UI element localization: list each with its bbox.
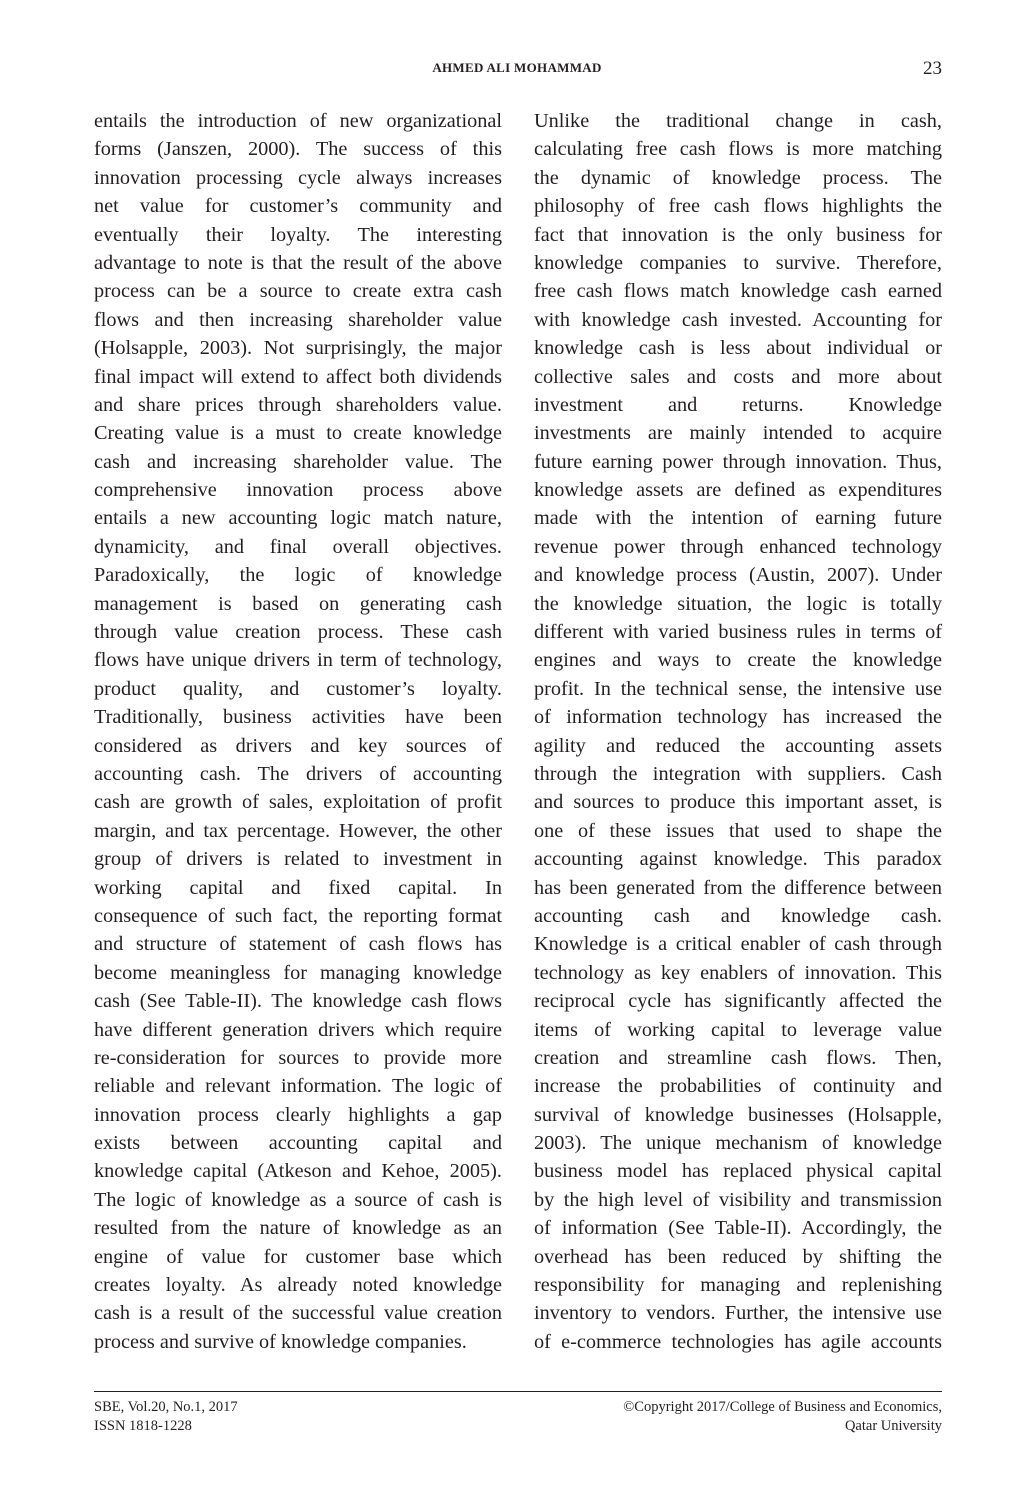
text-line: revenue power through enhanced technology	[534, 535, 942, 558]
text-line: reciprocal cycle has significantly affected the	[534, 990, 942, 1013]
text-line: process can be a source to create extra cash	[94, 280, 502, 303]
text-line: accounting against knowledge. This paradox	[534, 848, 942, 871]
right-text-column	[534, 107, 942, 1356]
text-line: different with varied business rules in terms of	[534, 621, 942, 644]
text-line: creation and streamline cash flows. Then,	[534, 1046, 942, 1069]
text-line: Traditionally, business activities have been	[94, 706, 502, 729]
text-line: innovation process clearly highlights a gap	[94, 1103, 502, 1126]
text-line: profit. In the technical sense, the intensive use	[534, 677, 942, 700]
footer-copyright: ©Copyright 2017/College of Business and Economics,	[623, 1399, 942, 1415]
text-line: responsibility for managing and replenishing	[534, 1274, 942, 1297]
text-line: and structure of statement of cash flows has	[94, 933, 502, 956]
text-line: made with the intention of earning future	[534, 507, 942, 530]
text-line: process and survive of knowledge companies.	[94, 1330, 467, 1353]
text-line: Knowledge is a critical enabler of cash through	[534, 933, 942, 956]
text-line: cash and increasing shareholder value. The	[94, 450, 502, 473]
footer-journal-info	[94, 1398, 238, 1436]
text-line: Paradoxically, the logic of knowledge	[94, 564, 502, 587]
text-line: exists between accounting capital and	[94, 1132, 502, 1155]
text-line: group of drivers is related to investment in	[94, 848, 502, 871]
text-line: the dynamic of knowledge process. The	[534, 166, 942, 189]
text-line: considered as drivers and key sources of	[94, 734, 502, 757]
footer-university: Qatar University	[844, 1418, 942, 1434]
text-line: reliable and relevant information. The logic of	[94, 1075, 502, 1098]
text-line: through the integration with suppliers. Cash	[534, 762, 942, 785]
text-line: future earning power through innovation. Thus,	[534, 450, 942, 473]
text-line: product quality, and customer’s loyalty.	[94, 677, 502, 700]
text-line: management is based on generating cash	[94, 592, 502, 615]
text-line: business model has replaced physical capital	[534, 1160, 942, 1183]
text-line: cash is a result of the successful value creation	[94, 1302, 502, 1325]
text-line: flows and then increasing shareholder value	[94, 308, 502, 331]
text-line: cash (See Table-II). The knowledge cash flows	[94, 990, 502, 1013]
text-line: technology as key enablers of innovation. This	[534, 961, 942, 984]
text-line: Unlike the traditional change in cash,	[534, 110, 942, 132]
text-line: working capital and fixed capital. In	[94, 876, 502, 899]
text-line: free cash flows match knowledge cash earned	[534, 280, 942, 303]
text-line: accounting cash and knowledge cash.	[534, 904, 942, 927]
text-line: creates loyalty. As already noted knowledge	[94, 1274, 502, 1297]
text-line: engines and ways to create the knowledge	[534, 649, 942, 672]
page-number: 23	[923, 58, 942, 79]
text-line: of information (See Table-II). Accordingly, the	[534, 1217, 942, 1240]
text-line: knowledge cash is less about individual or	[534, 337, 942, 360]
text-line: Creating value is a must to create knowledge	[94, 422, 502, 445]
text-line: the knowledge situation, the logic is totally	[534, 592, 942, 615]
text-line: knowledge companies to survive. Therefore,	[534, 251, 942, 274]
text-line: dynamicity, and final overall objectives.	[94, 535, 502, 558]
text-line: by the high level of visibility and transmission	[534, 1188, 942, 1211]
text-line: knowledge assets are defined as expenditures	[534, 479, 942, 502]
text-line: inventory to vendors. Further, the intensive use	[534, 1302, 942, 1325]
text-line: with knowledge cash invested. Accounting for	[534, 308, 942, 331]
footer-divider	[94, 1391, 942, 1392]
text-line: survival of knowledge businesses (Holsapple,	[534, 1103, 942, 1126]
text-line: re-consideration for sources to provide more	[94, 1046, 502, 1069]
text-line: final impact will extend to affect both dividends	[94, 365, 502, 388]
text-line: comprehensive innovation process above	[94, 479, 502, 502]
footer-copyright-info	[542, 1398, 942, 1436]
text-line: resulted from the nature of knowledge as an	[94, 1217, 502, 1240]
text-line: net value for customer’s community and	[94, 195, 502, 218]
text-line: and share prices through shareholders value.	[94, 393, 502, 416]
text-line: accounting cash. The drivers of accounting	[94, 762, 502, 785]
text-line: through value creation process. These cash	[94, 621, 502, 644]
text-line: cash are growth of sales, exploitation of profit	[94, 791, 502, 814]
text-line: 2003). The unique mechanism of knowledge	[534, 1132, 942, 1155]
text-line: engine of value for customer base which	[94, 1245, 502, 1268]
text-line: innovation processing cycle always increases	[94, 166, 502, 189]
text-line: flows have unique drivers in term of technology,	[94, 649, 502, 672]
text-line: philosophy of free cash flows highlights the	[534, 195, 942, 218]
text-line: advantage to note is that the result of the above	[94, 251, 502, 274]
footer-issn: ISSN 1818-1228	[94, 1418, 192, 1434]
text-line: has been generated from the difference between	[534, 876, 942, 899]
text-line: entails the introduction of new organizational	[94, 110, 502, 132]
text-line: eventually their loyalty. The interesting	[94, 223, 502, 246]
text-line: and knowledge process (Austin, 2007). Under	[534, 564, 942, 587]
text-line: fact that innovation is the only business for	[534, 223, 942, 246]
text-line: become meaningless for managing knowledge	[94, 961, 502, 984]
text-line: of e-commerce technologies has agile accounts	[534, 1330, 942, 1353]
text-line: (Holsapple, 2003). Not surprisingly, the major	[94, 337, 502, 360]
text-line: one of these issues that used to shape the	[534, 819, 942, 842]
text-line: margin, and tax percentage. However, the other	[94, 819, 502, 842]
text-line: investments are mainly intended to acquire	[534, 422, 942, 445]
text-line: calculating free cash flows is more matching	[534, 138, 942, 161]
text-line: overhead has been reduced by shifting the	[534, 1245, 942, 1268]
text-line: entails a new accounting logic match nature,	[94, 507, 502, 530]
running-head: AHMED ALI MOHAMMAD	[432, 60, 602, 75]
text-line: knowledge capital (Atkeson and Kehoe, 2005).	[94, 1160, 502, 1183]
text-line: The logic of knowledge as a source of cash is	[94, 1188, 502, 1211]
text-line: of information technology has increased the	[534, 706, 942, 729]
footer-journal-volume: SBE, Vol.20, No.1, 2017	[94, 1399, 238, 1415]
text-line: agility and reduced the accounting assets	[534, 734, 942, 757]
left-text-column	[94, 107, 502, 1356]
text-line: consequence of such fact, the reporting format	[94, 904, 502, 927]
text-line: increase the probabilities of continuity and	[534, 1075, 942, 1098]
text-line: and sources to produce this important asset, is	[534, 791, 942, 814]
text-line: collective sales and costs and more about	[534, 365, 942, 388]
text-line: investment and returns. Knowledge	[534, 393, 942, 416]
text-line: have different generation drivers which require	[94, 1018, 502, 1041]
text-line: items of working capital to leverage value	[534, 1018, 942, 1041]
text-line: forms (Janszen, 2000). The success of this	[94, 138, 502, 161]
